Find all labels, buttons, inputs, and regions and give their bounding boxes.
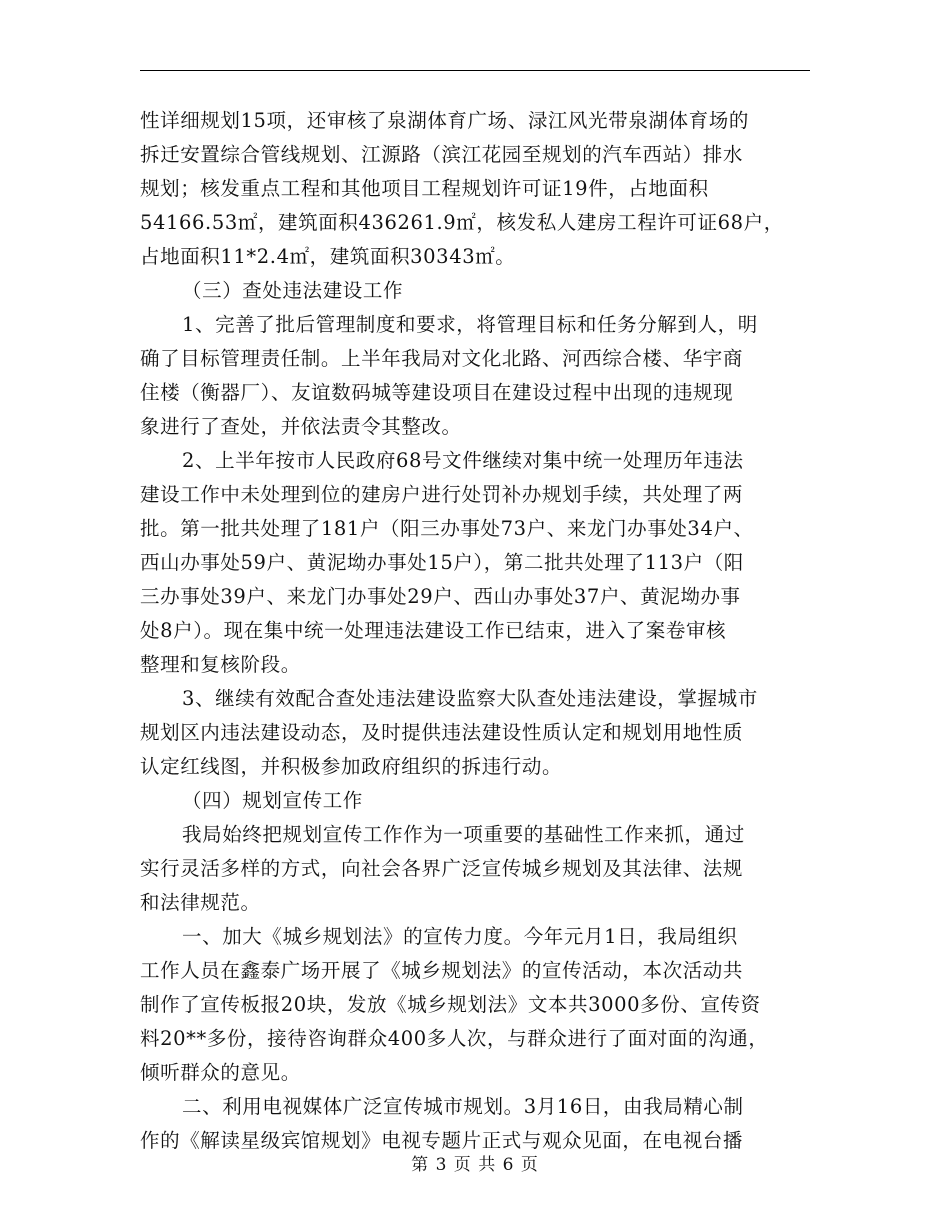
text-line: 西山办事处59户、黄泥坳办事处15户），第二批共处理了113户（阳: [140, 551, 744, 574]
text-line: 1、完善了批后管理制度和要求，将管理目标和任务分解到人，明: [182, 313, 758, 336]
text-line: （四）规划宣传工作: [182, 789, 363, 812]
text-line: 3、继续有效配合查处违法建设监察大队查处违法建设，掌握城市: [182, 687, 758, 710]
page-footer: 第 3 页 共 6 页: [411, 1155, 539, 1175]
text-line: 建设工作中未处理到位的建房户进行处罚补办规划手续，共处理了两: [140, 483, 744, 506]
text-line: 二、利用电视媒体广泛宣传城市规划。3月16日，由我局精心制: [182, 1095, 744, 1118]
text-line: 54166.53㎡，建筑面积436261.9㎡，核发私人建房工程许可证68户，: [140, 211, 784, 234]
text-line: 作的《解读星级宾馆规划》电视专题片正式与观众见面，在电视台播: [140, 1129, 744, 1152]
text-line: 制作了宣传板报20块，发放《城乡规划法》文本共3000多份、宣传资: [140, 993, 761, 1016]
text-line: 确了目标管理责任制。上半年我局对文化北路、河西综合楼、华宇商: [140, 347, 744, 370]
text-line: 处8户）。现在集中统一处理违法建设工作已结束，进入了案卷审核: [140, 619, 727, 642]
text-line: 占地面积11*2.4㎡，建筑面积30343㎡。: [140, 245, 516, 268]
text-line: 实行灵活多样的方式，向社会各界广泛宣传城乡规划及其法律、法规: [140, 857, 744, 880]
text-line: 认定红线图，并积极参加政府组织的拆违行动。: [140, 755, 563, 778]
text-line: 三办事处39户、来龙门办事处29户、西山办事处37户、黄泥坳办事: [140, 585, 741, 608]
header-rule: [140, 70, 810, 71]
text-line: 2、上半年按市人民政府68号文件继续对集中统一处理历年违法: [182, 449, 744, 472]
text-line: 倾听群众的意见。: [140, 1061, 301, 1084]
text-line: 规划区内违法建设动态，及时提供违法建设性质认定和规划用地性质: [140, 721, 744, 744]
text-line: 性详细规划15项，还审核了泉湖体育广场、渌江风光带泉湖体育场的: [140, 109, 749, 132]
text-line: 工作人员在鑫泰广场开展了《城乡规划法》的宣传活动，本次活动共: [140, 959, 744, 982]
text-line: 拆迁安置综合管线规划、江源路（滨江花园至规划的汽车西站）排水: [140, 143, 744, 166]
text-line: 象进行了查处，并依法责令其整改。: [140, 415, 462, 438]
text-line: 一、加大《城乡规划法》的宣传力度。今年元月1日，我局组织: [182, 925, 738, 948]
text-line: 整理和复核阶段。: [140, 653, 301, 676]
text-line: 和法律规范。: [140, 891, 261, 914]
text-line: 料20**多份，接待咨询群众400多人次，与群众进行了面对面的沟通，: [140, 1027, 769, 1050]
text-line: 住楼（衡器厂）、友谊数码城等建设项目在建设过程中出现的违规现: [140, 381, 734, 404]
text-line: 批。第一批共处理了181户（阳三办事处73户、来龙门办事处34户、: [140, 517, 754, 540]
text-line: 规划；核发重点工程和其他项目工程规划许可证19件，占地面积: [140, 177, 709, 200]
text-line: （三）查处违法建设工作: [182, 279, 404, 302]
document-body: [140, 104, 812, 1158]
text-line: 我局始终把规划宣传工作作为一项重要的基础性工作来抓，通过: [182, 823, 745, 846]
